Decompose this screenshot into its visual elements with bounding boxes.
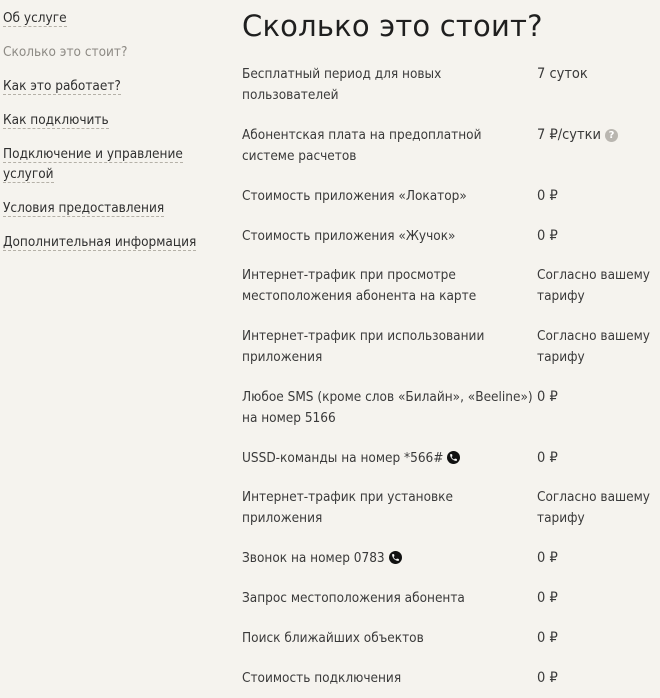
sidebar-item-cost[interactable] xyxy=(3,42,218,62)
price-table xyxy=(242,64,660,698)
sidebar-item-how-to-connect[interactable] xyxy=(3,110,218,130)
price-row-value: 0 ₽ xyxy=(537,670,558,686)
price-row-label: Стоимость подключения xyxy=(242,670,402,686)
price-row xyxy=(242,265,660,326)
price-row xyxy=(242,548,660,588)
sidebar-item-connection-management[interactable] xyxy=(3,144,218,184)
price-row-value xyxy=(537,125,660,146)
price-row-label: Интернет-трафик при установке приложения xyxy=(242,489,453,526)
price-row-value: 0 ₽ xyxy=(537,550,558,566)
main-content xyxy=(242,0,660,698)
price-row-label: Интернет-трафик при использовании приложения xyxy=(242,328,485,365)
price-row xyxy=(242,226,660,265)
sidebar-item-label: Дополнительная информация xyxy=(3,234,197,250)
price-row-value: 0 ₽ xyxy=(537,630,558,646)
price-row-label: Интернет-трафик при просмотре местоположения абонента на карте xyxy=(242,267,477,304)
price-row-label-text: Звонок на номер 0783 xyxy=(242,550,385,566)
price-row-label-text: USSD-команды на номер *566# xyxy=(242,450,444,466)
sidebar-item-label: Подключение и управление услугой xyxy=(3,146,183,182)
price-row-value: Согласно вашему тарифу xyxy=(537,489,650,526)
price-row-value: 0 ₽ xyxy=(537,228,558,244)
sidebar-item-label: Сколько это стоит? xyxy=(3,44,128,60)
price-row-label: Стоимость приложения «Локатор» xyxy=(242,188,467,204)
price-row-value: 7 суток xyxy=(537,66,588,82)
sidebar-item-additional-info[interactable] xyxy=(3,232,218,252)
price-row-label xyxy=(242,448,537,469)
price-row xyxy=(242,125,660,186)
sidebar-item-label: Условия предоставления xyxy=(3,200,165,216)
price-row-value-text: 7 ₽/сутки xyxy=(537,127,601,143)
sidebar-item-about[interactable] xyxy=(3,8,218,28)
page-title: Сколько это стоит? xyxy=(242,9,543,43)
sidebar-item-how-it-works[interactable] xyxy=(3,76,218,96)
price-row-value: 0 ₽ xyxy=(537,389,558,405)
price-row xyxy=(242,668,660,698)
price-row-label: Любое SMS (кроме слов «Билайн», «Beeline») на номер 5166 xyxy=(242,389,533,426)
price-row-value: 0 ₽ xyxy=(537,590,558,606)
question-circle-icon[interactable]: ? xyxy=(605,129,618,142)
price-row xyxy=(242,448,660,487)
price-row-value: Согласно вашему тарифу xyxy=(537,328,650,365)
phone-circle-icon[interactable] xyxy=(447,451,460,464)
price-row-label: Поиск ближайших объектов xyxy=(242,630,424,646)
sidebar-nav xyxy=(3,8,218,266)
price-row-value: 0 ₽ xyxy=(537,188,558,204)
price-row-label: Стоимость приложения «Жучок» xyxy=(242,228,456,244)
price-row-label: Абонентская плата на предоплатной системе расчетов xyxy=(242,127,482,164)
phone-circle-icon[interactable] xyxy=(389,551,402,564)
price-row xyxy=(242,487,660,548)
sidebar-item-label: Как это работает? xyxy=(3,78,121,94)
price-row-label xyxy=(242,548,537,569)
price-row xyxy=(242,588,660,628)
price-row-value: 0 ₽ xyxy=(537,450,558,466)
sidebar-item-label: Об услуге xyxy=(3,10,67,26)
price-row xyxy=(242,326,660,387)
sidebar-item-label: Как подключить xyxy=(3,112,109,128)
price-row xyxy=(242,186,660,226)
price-row xyxy=(242,64,660,125)
price-row xyxy=(242,628,660,668)
price-row-value: Согласно вашему тарифу xyxy=(537,267,650,304)
price-row xyxy=(242,387,660,448)
price-row-label: Бесплатный период для новых пользователей xyxy=(242,66,442,103)
price-row-label: Запрос местоположения абонента xyxy=(242,590,465,606)
sidebar-item-terms[interactable] xyxy=(3,198,218,218)
